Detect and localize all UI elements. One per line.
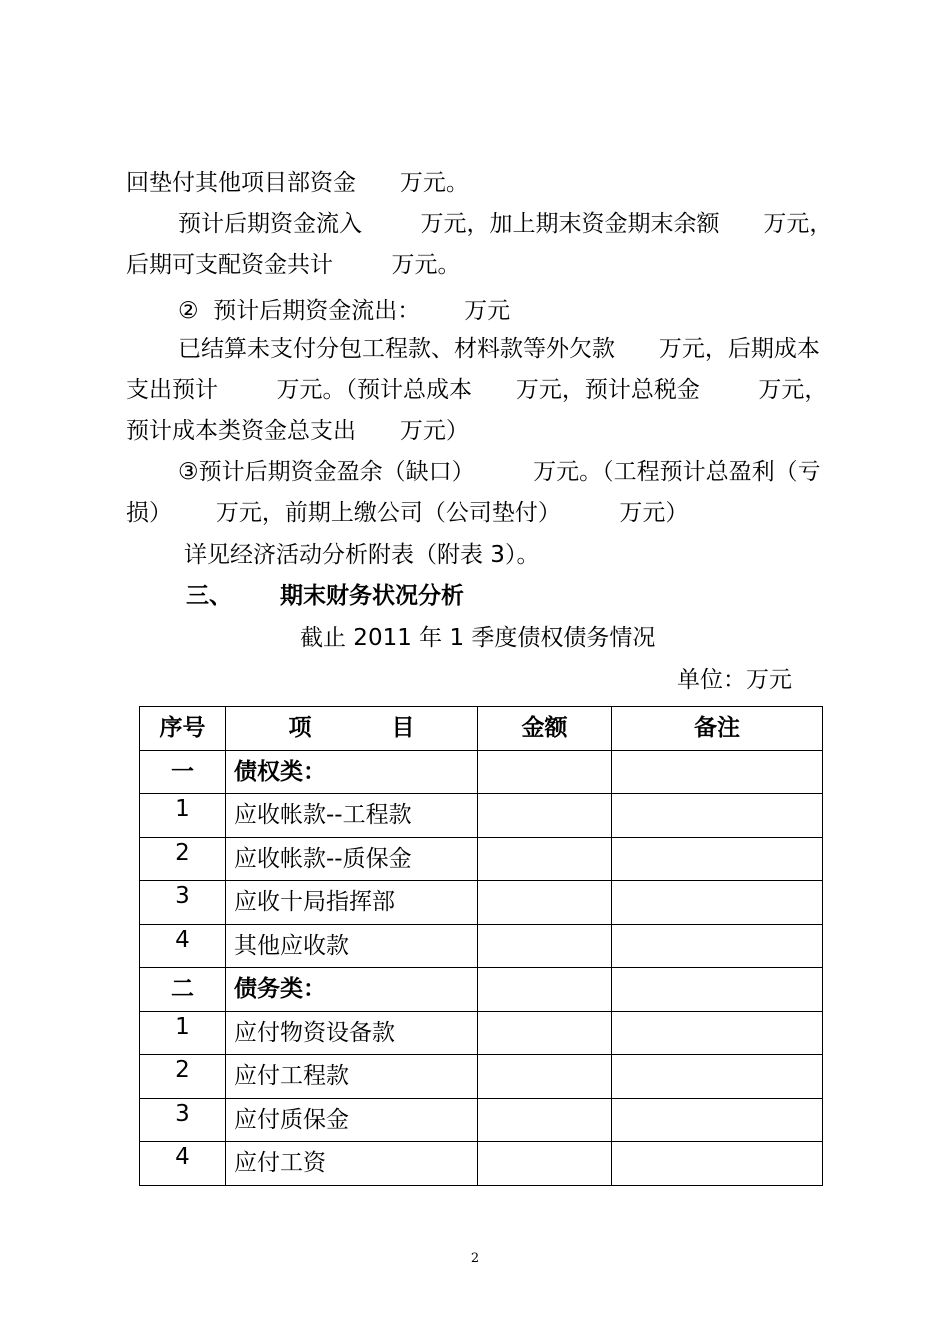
- row-no: 4: [140, 924, 226, 968]
- row-amount: [478, 1055, 612, 1099]
- row-no: 2: [140, 837, 226, 881]
- row-note: [612, 750, 823, 794]
- row-no: 3: [140, 1098, 226, 1142]
- row-note: [612, 1055, 823, 1099]
- row-item: 应付物资设备款: [226, 1011, 478, 1055]
- row-amount: [478, 1098, 612, 1142]
- debt-credit-table: [139, 706, 823, 1186]
- paragraph-line: 回垫付其他项目部资金 万元。: [126, 170, 469, 196]
- row-no: 1: [140, 794, 226, 838]
- table-row: [140, 1142, 823, 1186]
- paragraph-line: 支出预计 万元。（预计总成本 万元，预计总税金 万元，: [126, 377, 828, 403]
- paragraph-line: 已结算未支付分包工程款、材料款等外欠款 万元，后期成本: [178, 336, 820, 362]
- table-title: 截止 2011 年 1 季度债权债务情况: [300, 625, 656, 651]
- paragraph-line: 预计后期资金流入 万元，加上期末资金期末余额 万元，: [178, 211, 833, 237]
- header-no: 序号: [140, 707, 226, 751]
- row-amount: [478, 750, 612, 794]
- row-amount: [478, 837, 612, 881]
- paragraph-line: 损） 万元，前期上缴公司（公司垫付） 万元）: [126, 500, 689, 526]
- table-row: [140, 837, 823, 881]
- table-row: [140, 1055, 823, 1099]
- row-item: 应付工资: [226, 1142, 478, 1186]
- row-note: [612, 837, 823, 881]
- header-note: 备注: [612, 707, 823, 751]
- row-note: [612, 1098, 823, 1142]
- row-item: 应收帐款--工程款: [226, 794, 478, 838]
- table-row: [140, 1098, 823, 1142]
- table-header-row: [140, 707, 823, 751]
- row-item: 应收帐款--质保金: [226, 837, 478, 881]
- row-note: [612, 794, 823, 838]
- paragraph-line: 后期可支配资金共计 万元。: [126, 252, 461, 278]
- row-no: 一: [140, 750, 226, 794]
- table-row: [140, 881, 823, 925]
- paragraph-line: ② 预计后期资金流出： 万元: [178, 298, 511, 324]
- page-number: 2: [470, 1251, 480, 1266]
- section-heading: 三、 期末财务状况分析: [186, 583, 465, 609]
- row-item: 其他应收款: [226, 924, 478, 968]
- row-no: 2: [140, 1055, 226, 1099]
- row-item: 应付质保金: [226, 1098, 478, 1142]
- row-amount: [478, 968, 612, 1012]
- row-note: [612, 924, 823, 968]
- unit-label: 单位：万元: [677, 667, 792, 693]
- row-no: 二: [140, 968, 226, 1012]
- paragraph-line: ③预计后期资金盈余（缺口） 万元。（工程预计总盈利（亏: [178, 459, 821, 485]
- row-amount: [478, 924, 612, 968]
- row-no: 1: [140, 1011, 226, 1055]
- row-no: 3: [140, 881, 226, 925]
- header-item: 项 目: [226, 707, 478, 751]
- row-item: 债权类：: [226, 750, 478, 794]
- table-row: [140, 794, 823, 838]
- row-note: [612, 968, 823, 1012]
- table-row: [140, 750, 823, 794]
- table-row: [140, 968, 823, 1012]
- table-row: [140, 1011, 823, 1055]
- header-amount: 金额: [478, 707, 612, 751]
- row-no: 4: [140, 1142, 226, 1186]
- row-item: 应收十局指挥部: [226, 881, 478, 925]
- paragraph-line: 详见经济活动分析附表（附表 3）。: [184, 542, 540, 568]
- row-note: [612, 1142, 823, 1186]
- row-note: [612, 881, 823, 925]
- row-amount: [478, 881, 612, 925]
- row-item: 债务类：: [226, 968, 478, 1012]
- row-amount: [478, 794, 612, 838]
- table-row: [140, 924, 823, 968]
- row-amount: [478, 1011, 612, 1055]
- row-amount: [478, 1142, 612, 1186]
- row-item: 应付工程款: [226, 1055, 478, 1099]
- row-note: [612, 1011, 823, 1055]
- paragraph-line: 预计成本类资金总支出 万元）: [126, 418, 469, 444]
